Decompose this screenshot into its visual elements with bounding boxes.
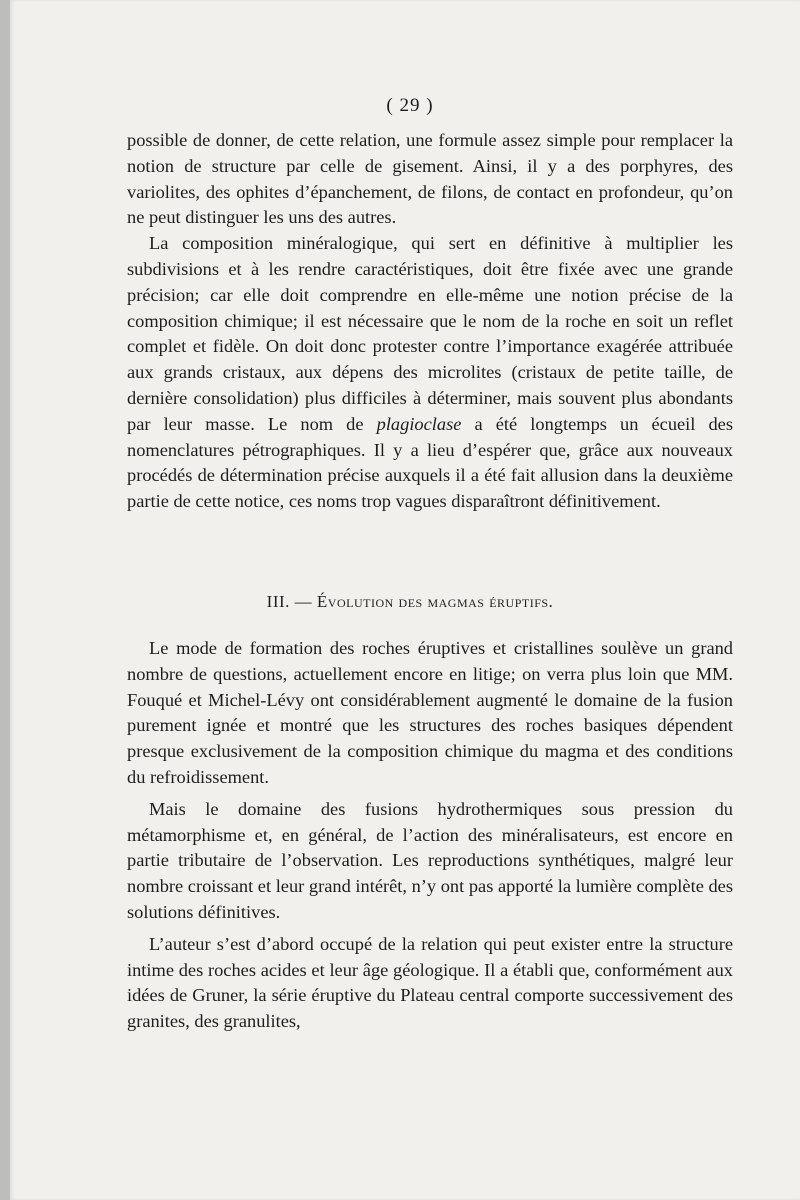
- italic-term-plagioclase: plagioclase: [376, 413, 462, 434]
- text-block-top: [127, 128, 733, 515]
- paragraph-2-part-1: La composition minéralogique, qui sert en définitive à multiplier les subdivisions et à les rendre caractéristiques, doit être fixée avec une grande précision; car elle doit comprendre en elle-même une notion précise de la composition chimique; il est nécessaire que le nom de la roche en soit un reflet complet et fidèle. On doit donc protester contre l’importance exagérée attribuée aux grands cristaux, aux dépens des microlites (cristaux de petite taille, de dernière consolidation) plus difficiles à déterminer, mais souvent plus abondants par leur masse. Le nom de: [127, 233, 733, 434]
- page-number: ( 29 ): [386, 95, 434, 116]
- paragraph-3: Le mode de formation des roches éruptives et cristallines soulève un grand nombre de questions, actuellement encore en litige; on verra plus loin que MM. Fouqué et Michel-Lévy ont considérablement augmenté le domaine de la fusion purement ignée et montré que les structures des roches basiques dépendent presque exclusivement de la composition chimique du magma et des conditions du refroidissement.: [127, 638, 733, 787]
- paragraph-2-part-2: a été longtemps un écueil des nomenclatures pétrographiques. Il y a lieu d’espérer que, grâce aux nouveaux procédés de détermination précise auxquels il a été fait allusion dans la deuxième partie de cette notice, ces noms trop vagues disparaîtront définitivement.: [127, 413, 733, 512]
- document-page: [10, 0, 800, 1200]
- paragraph-4: Mais le domaine des fusions hydrothermiques sous pression du métamorphisme et, en général, de l’action des minéralisateurs, est encore en partie tributaire de l’observation. Les reproductions synthétiques, malgré leur nombre croissant et leur grand intérêt, n’y ont pas apporté la lumière complète des solutions définitives.: [127, 798, 733, 922]
- section-heading: III. — Évolution des magmas éruptifs.: [266, 592, 554, 611]
- paragraph-5: L’auteur s’est d’abord occupé de la relation qui peut exister entre la structure intime des roches acides et leur âge géologique. Il a établi que, conformément aux idées de Gruner, la série éruptive du Plateau central comporte successivement des granites, des granulites,: [127, 933, 733, 1032]
- paragraph-2: [127, 231, 733, 515]
- text-block-bottom: [127, 636, 733, 1035]
- paragraph-1: possible de donner, de cette relation, une formule assez simple pour remplacer la notion de structure par celle de gisement. Ainsi, il y a des porphyres, des variolites, des ophites d’épanchement, de filons, de contact en profondeur, qu’on ne peut distinguer les uns des autres.: [127, 130, 733, 228]
